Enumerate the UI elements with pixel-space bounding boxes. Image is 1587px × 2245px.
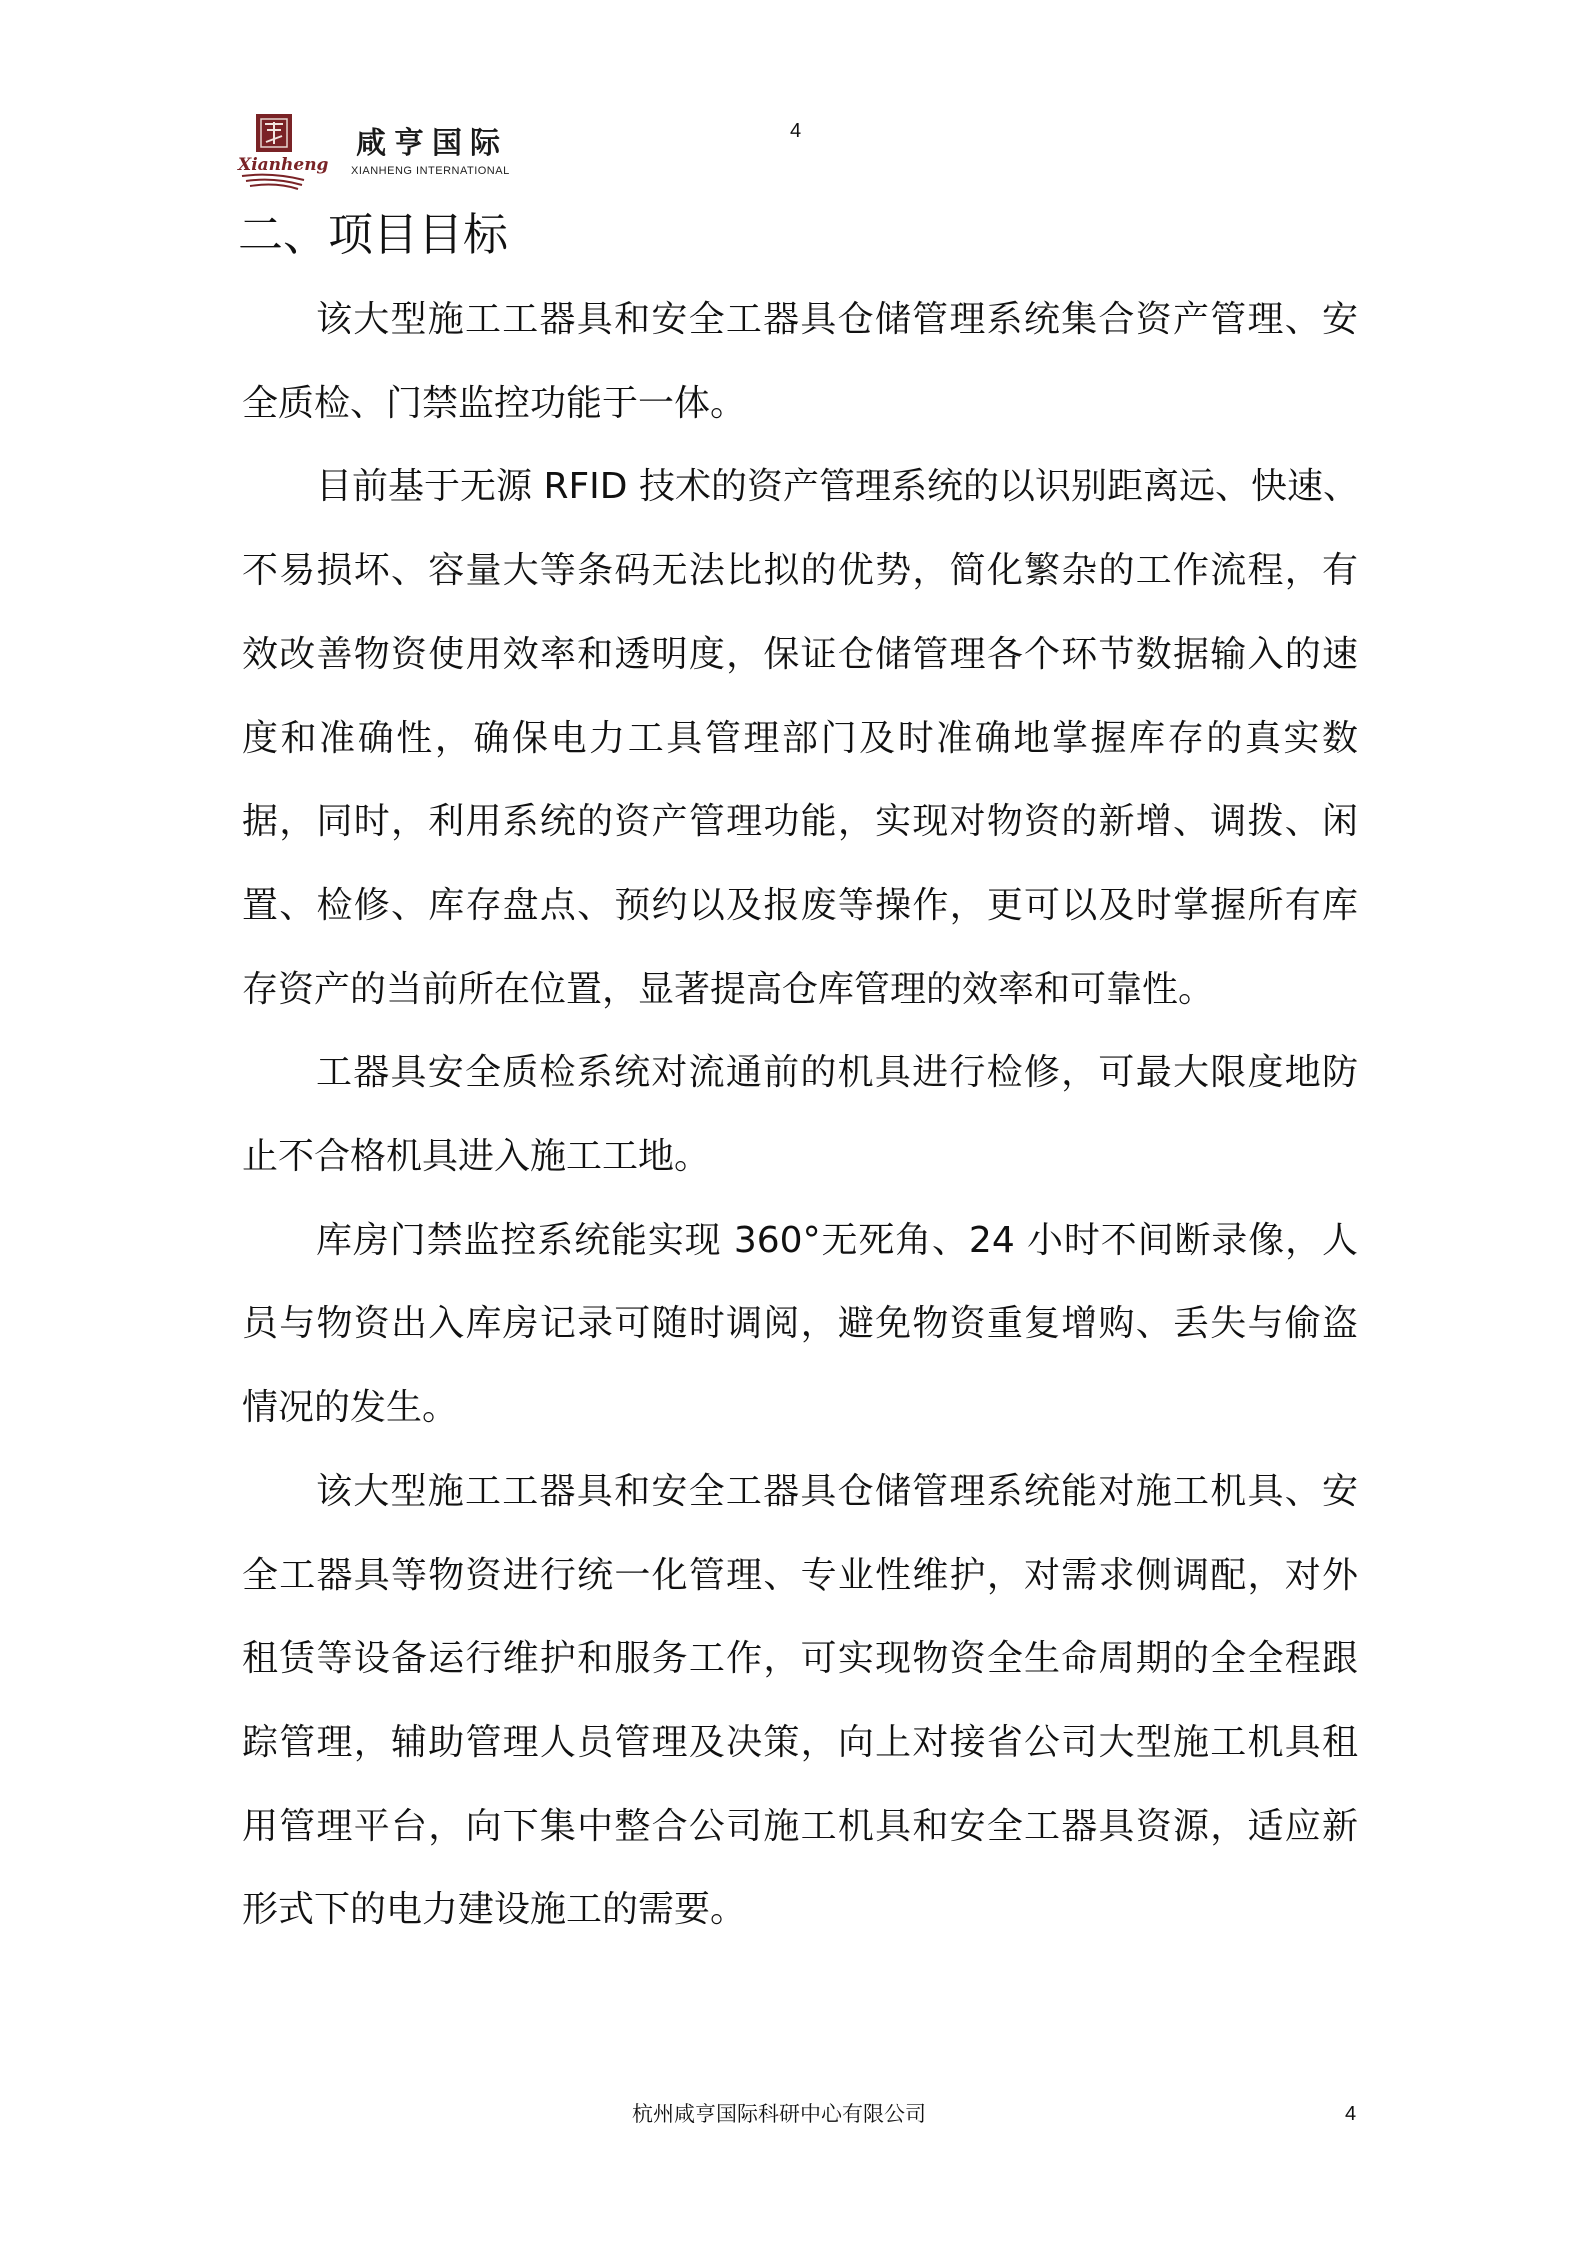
paragraph-line: 不易损坏、容量大等条码无法比拟的优势，简化繁杂的工作流程，有	[242, 550, 1358, 592]
paragraph-line: 情况的发生。	[242, 1387, 459, 1429]
svg-text:Xianheng: Xianheng	[238, 155, 329, 175]
footer-page-number: 4	[1345, 2103, 1357, 2125]
paragraph-line: 该大型施工工器具和安全工器具仓储管理系统集合资产管理、安	[316, 299, 1358, 340]
paragraph-line: 工器具安全质检系统对流通前的机具进行检修，可最大限度地防	[316, 1052, 1358, 1094]
paragraph-line: 存资产的当前所在位置，显著提高仓库管理的效率和可靠性。	[242, 968, 1215, 1010]
brand-name-en: XIANHENG INTERNATIONAL	[351, 165, 510, 177]
section-heading: 二、项目目标	[238, 208, 509, 261]
paragraph-line: 租赁等设备运行维护和服务工作，可实现物资全生命周期的全全程跟	[242, 1638, 1358, 1680]
paragraph-line: 该大型施工工器具和安全工器具仓储管理系统能对施工机具、安	[316, 1470, 1358, 1512]
paragraph-line: 度和准确性，确保电力工具管理部门及时准确地掌握库存的真实数	[242, 717, 1358, 759]
paragraph-line: 置、检修、库存盘点、预约以及报废等操作，更可以及时掌握所有库	[242, 884, 1358, 926]
paragraph-line: 形式下的电力建设施工的需要。	[242, 1889, 747, 1931]
paragraph-line: 据，同时，利用系统的资产管理功能，实现对物资的新增、调拨、闲	[242, 801, 1358, 843]
paragraph-line: 库房门禁监控系统能实现 360°无死角、24 小时不间断录像，人	[316, 1219, 1358, 1261]
paragraph-line: 止不合格机具进入施工工地。	[242, 1136, 711, 1177]
paragraph-line: 目前基于无源 RFID 技术的资产管理系统的以识别距离远、快速、	[316, 466, 1359, 508]
paragraph-line: 全工器具等物资进行统一化管理、专业性维护，对需求侧调配，对外	[242, 1554, 1358, 1596]
footer-company: 杭州咸亨国际科研中心有限公司	[632, 2102, 926, 2126]
brand-name-cn: 咸亨国际	[356, 126, 508, 161]
paragraph-line: 全质检、门禁监控功能于一体。	[242, 382, 747, 424]
company-logo	[236, 114, 329, 190]
paragraph-line: 用管理平台，向下集中整合公司施工机具和安全工器具资源，适应新	[242, 1805, 1358, 1847]
header-page-number: 4	[790, 120, 802, 142]
paragraph-line: 员与物资出入库房记录可随时调阅，避免物资重复增购、丢失与偷盗	[242, 1303, 1358, 1345]
paragraph-line: 踪管理，辅助管理人员管理及决策，向上对接省公司大型施工机具租	[242, 1721, 1358, 1763]
paragraph-line: 效改善物资使用效率和透明度，保证仓储管理各个环节数据输入的速	[242, 633, 1358, 675]
